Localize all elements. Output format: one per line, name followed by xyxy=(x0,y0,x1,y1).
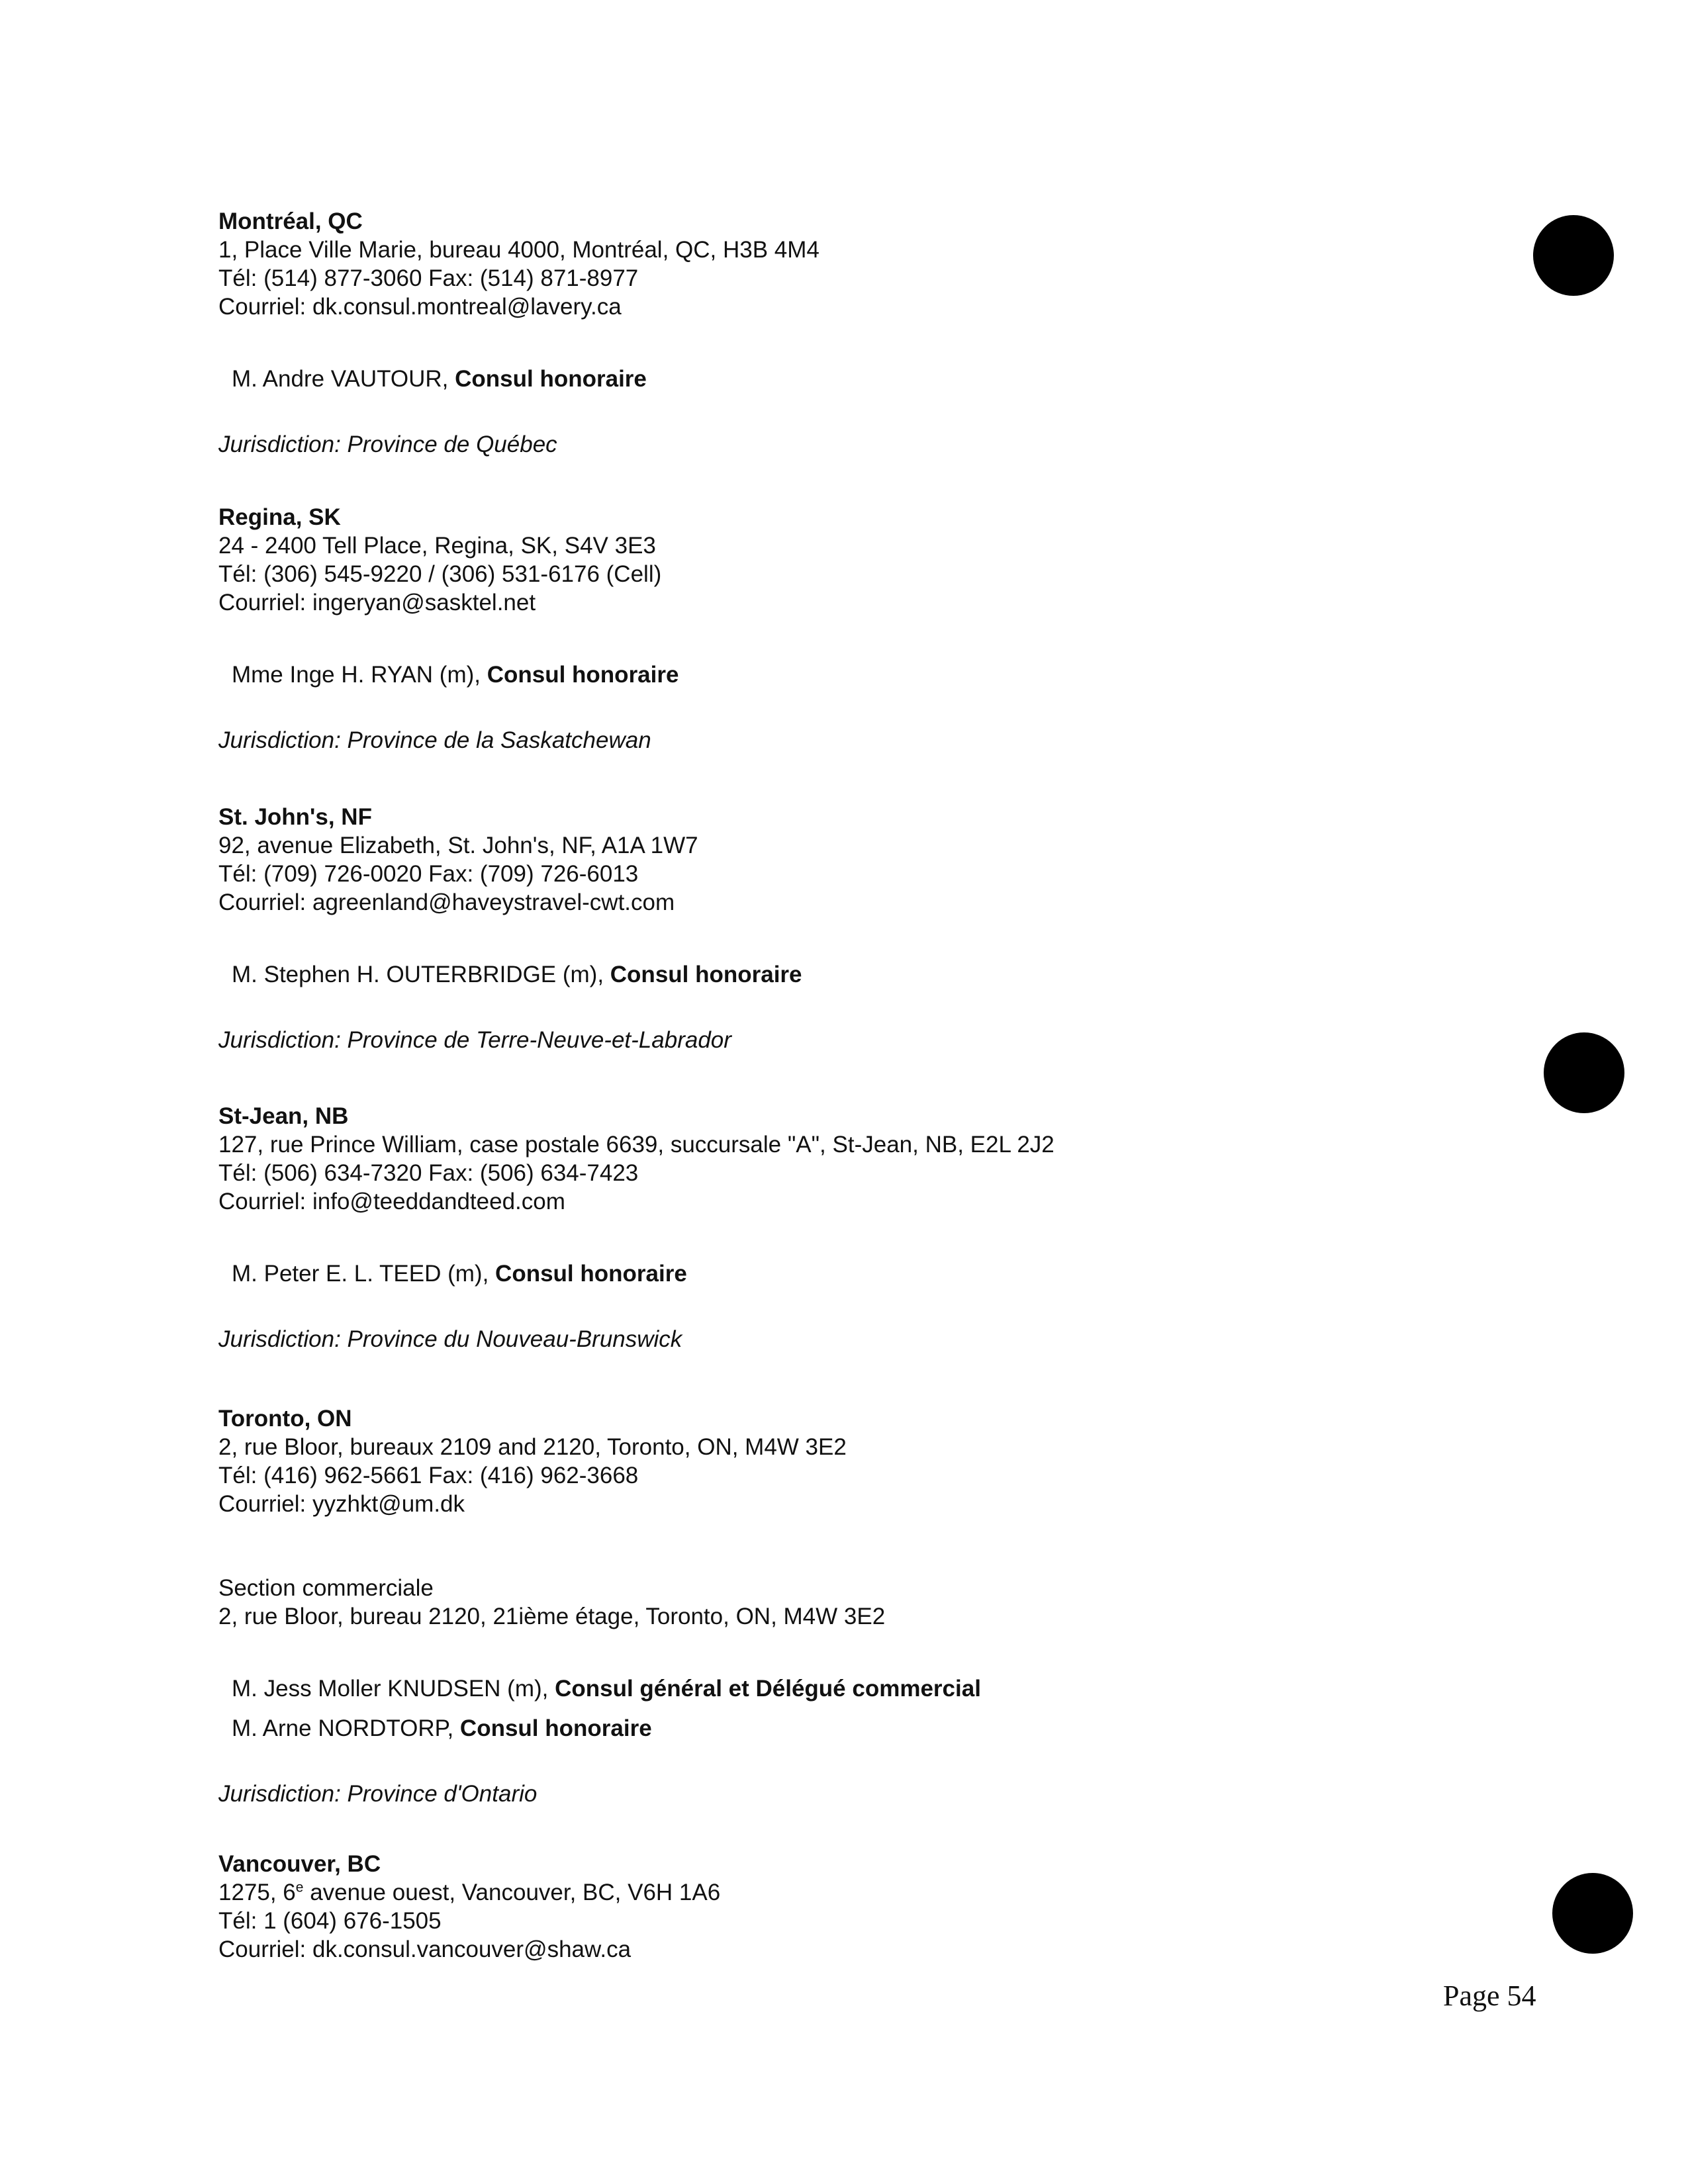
entry-vancouver xyxy=(218,1850,1476,1964)
punch-hole xyxy=(1533,215,1614,296)
entry-address: 24 - 2400 Tell Place, Regina, SK, S4V 3E3 xyxy=(218,533,656,559)
entry-phone: Tél: (709) 726-0020 Fax: (709) 726-6013 xyxy=(218,861,639,887)
person-name: M. Jess Moller KNUDSEN (m), xyxy=(232,1676,555,1702)
page-number: Page 54 xyxy=(1443,1979,1536,2012)
entry-address: 2, rue Bloor, bureaux 2109 and 2120, Toronto, ON, M4W 3E2 xyxy=(218,1434,847,1460)
entry-regina xyxy=(218,503,1476,754)
entry-jurisdiction: Jurisdiction: Province d'Ontario xyxy=(218,1781,538,1807)
entry-city: Montréal, QC xyxy=(218,208,363,234)
entry-person xyxy=(218,960,1476,989)
entry-jurisdiction: Jurisdiction: Province de Terre-Neuve-et-Labrador xyxy=(218,1027,731,1053)
person-name: Mme Inge H. RYAN (m), xyxy=(232,662,487,688)
entry-phone: Tél: (306) 545-9220 / (306) 531-6176 (Cell) xyxy=(218,561,662,587)
entry-jurisdiction: Jurisdiction: Province de la Saskatchewan xyxy=(218,727,651,753)
entry-phone: Tél: (506) 634-7320 Fax: (506) 634-7423 xyxy=(218,1160,639,1186)
entry-email: Courriel: yyzhkt@um.dk xyxy=(218,1491,465,1517)
entry-montreal xyxy=(218,207,1476,459)
entry-person xyxy=(218,660,1476,689)
entry-phone: Tél: (416) 962-5661 Fax: (416) 962-3668 xyxy=(218,1463,639,1488)
entry-city: Toronto, ON xyxy=(218,1406,352,1432)
person-role: Consul honoraire xyxy=(455,366,647,392)
person-name: M. Arne NORDTORP, xyxy=(232,1715,460,1741)
entry-person xyxy=(218,1259,1476,1288)
entry-st-johns xyxy=(218,803,1476,1054)
entry-phone: Tél: (514) 877-3060 Fax: (514) 871-8977 xyxy=(218,265,639,291)
entry-person xyxy=(218,365,1476,393)
entry-city: Vancouver, BC xyxy=(218,1851,381,1877)
entry-city: St-Jean, NB xyxy=(218,1103,349,1129)
section-address: 2, rue Bloor, bureau 2120, 21ième étage, Toronto, ON, M4W 3E2 xyxy=(218,1604,886,1629)
punch-hole xyxy=(1552,1873,1633,1954)
entry-address: 92, avenue Elizabeth, St. John's, NF, A1A 1W7 xyxy=(218,833,698,858)
person-name: M. Peter E. L. TEED (m), xyxy=(232,1261,496,1287)
entry-city: Regina, SK xyxy=(218,504,341,530)
entry-email: Courriel: info@teeddandteed.com xyxy=(218,1189,565,1214)
person-role: Consul honoraire xyxy=(495,1261,687,1287)
entry-address: 1275, 6e avenue ouest, Vancouver, BC, V6H 1A6 xyxy=(218,1880,721,1905)
entry-toronto xyxy=(218,1404,1476,1808)
person-role: Consul honoraire xyxy=(487,662,679,688)
section-title: Section commerciale xyxy=(218,1575,434,1601)
entry-person xyxy=(218,1714,1476,1743)
person-name: M. Stephen H. OUTERBRIDGE (m), xyxy=(232,962,610,987)
entry-address: 127, rue Prince William, case postale 6639, succursale "A", St-Jean, NB, E2L 2J2 xyxy=(218,1132,1055,1158)
entry-email: Courriel: agreenland@haveystravel-cwt.com xyxy=(218,889,675,915)
person-role: Consul honoraire xyxy=(610,962,802,987)
person-name: M. Andre VAUTOUR, xyxy=(232,366,455,392)
entry-city: St. John's, NF xyxy=(218,804,372,830)
entry-address: 1, Place Ville Marie, bureau 4000, Montréal, QC, H3B 4M4 xyxy=(218,237,820,263)
entry-email: Courriel: dk.consul.montreal@lavery.ca xyxy=(218,294,622,320)
person-role: Consul général et Délégué commercial xyxy=(555,1676,981,1702)
entry-email: Courriel: ingeryan@sasktel.net xyxy=(218,590,536,615)
entry-person xyxy=(218,1674,1476,1703)
person-role: Consul honoraire xyxy=(459,1715,652,1741)
entry-phone: Tél: 1 (604) 676-1505 xyxy=(218,1908,442,1934)
punch-hole xyxy=(1544,1032,1624,1113)
entry-jurisdiction: Jurisdiction: Province du Nouveau-Brunswick xyxy=(218,1326,682,1352)
entry-st-jean xyxy=(218,1102,1476,1353)
entry-jurisdiction: Jurisdiction: Province de Québec xyxy=(218,432,557,457)
entry-email: Courriel: dk.consul.vancouver@shaw.ca xyxy=(218,1936,632,1962)
